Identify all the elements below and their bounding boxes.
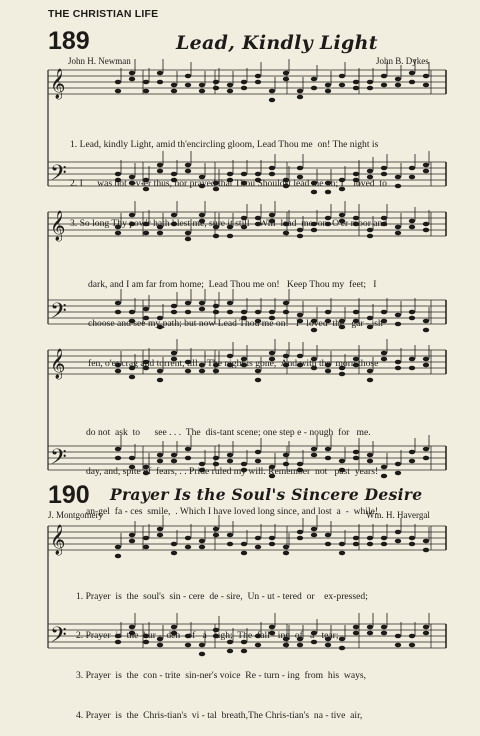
lyric-line: fen, o'er crag and torrent, till The night is gone, And with the morn those (88, 358, 379, 370)
lyric-line: choose and see my path; but now Lead Thou me on! I loved the gar - ish (88, 318, 383, 330)
svg-text:𝄢: 𝄢 (50, 623, 67, 653)
lyric-line: dark, and I am far from home; Lead Thou me on! Keep Thou my feet; I (88, 278, 377, 290)
hymn-title-189: Lead, Kindly Light (176, 32, 378, 54)
lyrics-189-system1 (70, 111, 387, 244)
lyric-line: an-gel fa - ces smile, . Which I have loved long since, and lost a - while! (86, 506, 379, 518)
clefs (50, 68, 67, 653)
svg-text:𝄞: 𝄞 (50, 69, 66, 99)
hymn-title-190: Prayer Is the Soul's Sincere Desire (110, 485, 423, 504)
lyric-line: 3. Prayer is the con - trite sin-ner's voice Re - turn - ing from his ways, (76, 670, 367, 682)
lyric-line: 2. Prayer is the bur - den of a sigh; The fall - ing of a tear; (76, 630, 339, 642)
lyrics-190-system1 (76, 563, 368, 736)
svg-text:𝄞: 𝄞 (50, 211, 66, 241)
lyric-line: 2. I was not ev-er thus, nor prayed that Thou Shouldst lead me on; I loved to (70, 178, 387, 190)
svg-text:𝄢: 𝄢 (50, 445, 67, 475)
svg-text:𝄢: 𝄢 (50, 161, 67, 191)
svg-text:𝄞: 𝄞 (50, 349, 66, 379)
hymn-number-189: 189 (48, 27, 90, 55)
hymn-author-190: J. Montgomery (48, 510, 103, 520)
hymn-number-190: 190 (48, 481, 90, 509)
hymn-composer-190: Wm. H. Havergal (366, 510, 430, 520)
lyrics-189-system2 (88, 251, 383, 384)
lyric-line: do not ask to see . . . The dis-tant scene; one step e - nough for me. (86, 426, 371, 438)
lyric-line: 3. So long Thy pow'r hath blest me, sure it still Will lead me on O'er moor and (70, 218, 388, 230)
lyrics-189-system3 (86, 399, 378, 532)
lyric-line: 4. Prayer is the Chris-tian's vi - tal breath,The Chris-tian's na - tive air, (76, 710, 363, 722)
lyric-line: day, and, spite of fears, . . Pride ruled my will. Remember not past years! (86, 466, 379, 478)
section-header: THE CHRISTIAN LIFE (48, 8, 159, 20)
svg-text:𝄞: 𝄞 (50, 525, 66, 555)
lyric-line: 1. Lead, kindly Light, amid th'encircling gloom, Lead Thou me on! The night is (70, 138, 379, 150)
lyric-line: 1. Prayer is the soul's sin - cere de - sire, Un - ut - tered or ex-pressed; (76, 590, 368, 602)
hymn-composer-189: John B. Dykes (376, 56, 429, 66)
hymn-author-189: John H. Newman (68, 56, 131, 66)
svg-text:𝄢: 𝄢 (50, 299, 67, 329)
